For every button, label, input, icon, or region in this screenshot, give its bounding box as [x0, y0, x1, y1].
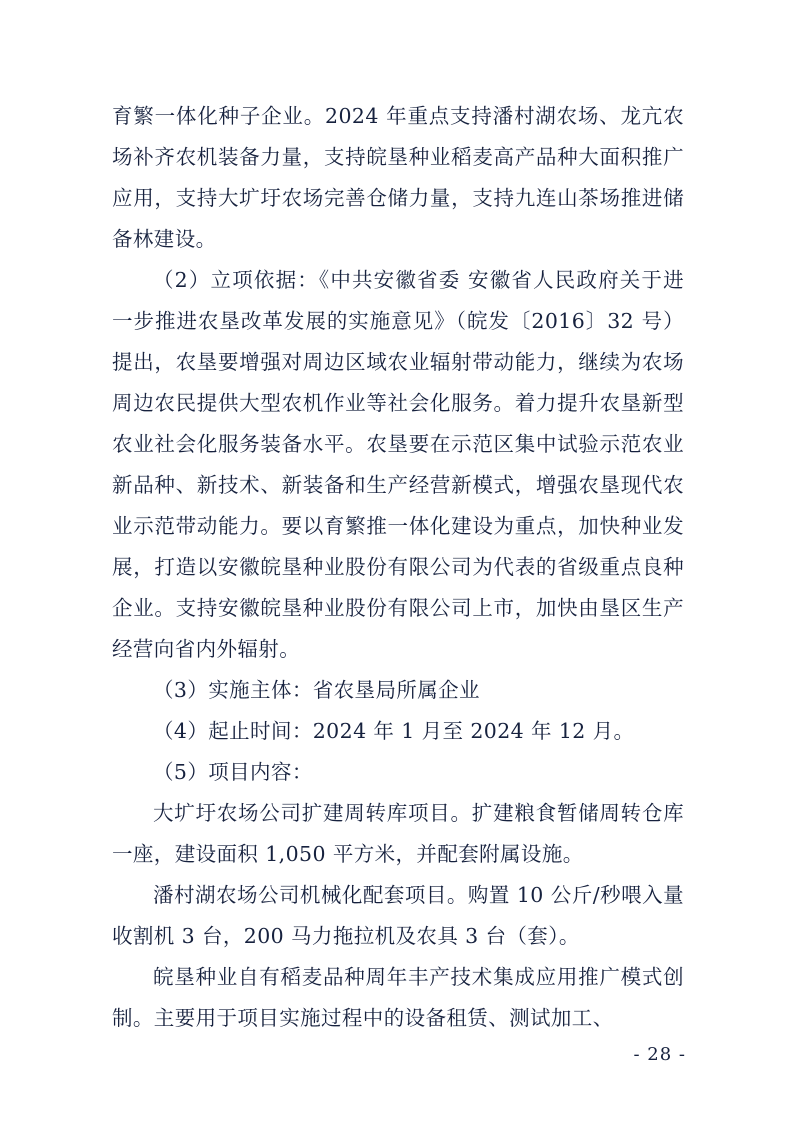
paragraph-seed-industry-project: 皖垦种业自有稻麦品种周年丰产技术集成应用推广模式创制。主要用于项目实施过程中的设备租赁、测试加工、 — [112, 965, 684, 1030]
paragraph-time-range: （4）起止时间：2024 年 1 月至 2024 年 12 月。 — [153, 719, 635, 743]
paragraph-implementing-entity: （3）实施主体：省农垦局所属企业 — [153, 678, 480, 702]
paragraph-project-content-heading: （5）项目内容： — [153, 760, 313, 784]
page-number: - 28 - — [633, 1044, 686, 1065]
paragraph-warehouse-project: 大圹圩农场公司扩建周转库项目。扩建粮食暂储周转仓库一座，建设面积 1,050 平方米，并配套附属设施。 — [112, 801, 684, 866]
document-body — [112, 96, 684, 1039]
paragraph-mechanization-project: 潘村湖农场公司机械化配套项目。购置 10 公斤/秒喂入量收割机 3 台，200 马力拖拉机及农具 3 台（套）。 — [112, 883, 684, 948]
paragraph-project-basis: （2）立项依据：《中共安徽省委 安徽省人民政府关于进一步推进农垦改革发展的实施意见》（皖发〔2016〕32 号）提出，农垦要增强对周边区域农业辐射带动能力，继续为农场周边农民提供大型农机作业等社会化服务。着力提升农垦新型农业社会化服务装备水平。农垦要在示范区集中试验示范农业新品种、新技术、新装备和生产经营新模式，增强农垦现代农业示范带动能力。要以育繁推一体化建设为重点，加快种业发展，打造以安徽皖垦种业股份有限公司为代表的省级重点良种企业。支持安徽皖垦种业股份有限公司上市，加快由垦区生产经营向省内外辐射。 — [112, 268, 684, 661]
paragraph-continuation: 育繁一体化种子企业。2024 年重点支持潘村湖农场、龙亢农场补齐农机装备力量，支持皖垦种业稻麦高产品种大面积推广应用，支持大圹圩农场完善仓储力量，支持九连山茶场推进储备林建设。 — [112, 104, 684, 251]
